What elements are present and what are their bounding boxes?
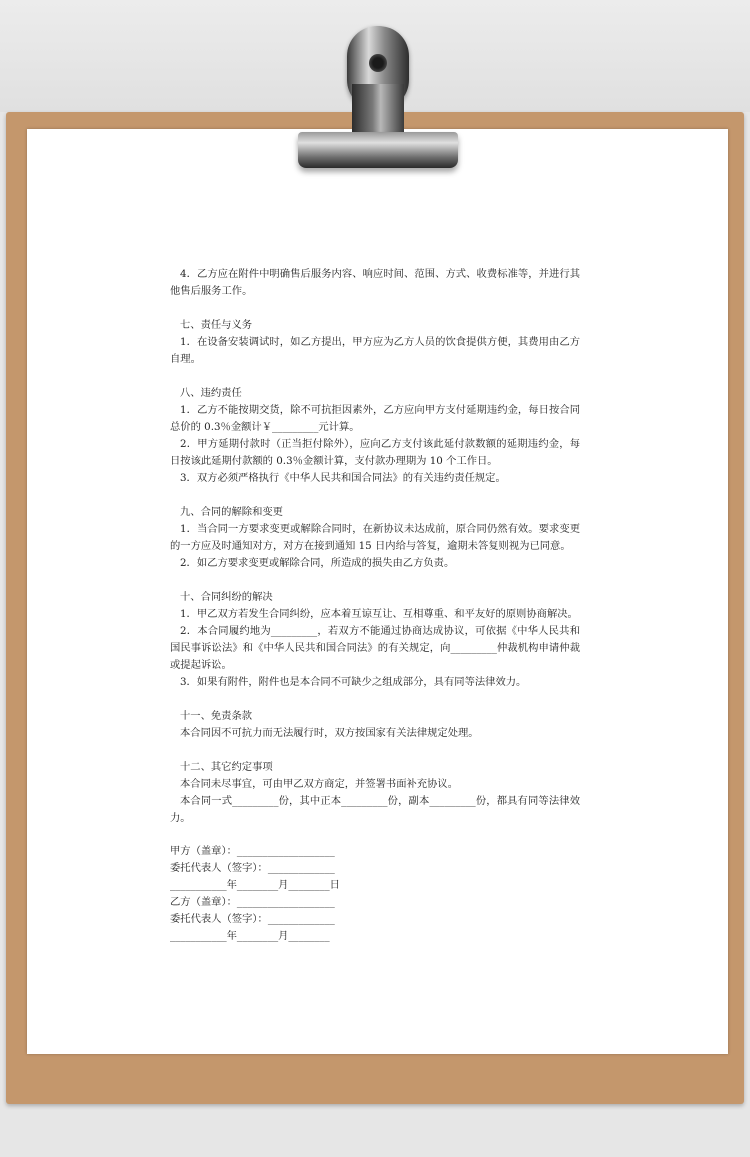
s8-item2: 2．甲方延期付款时（正当拒付除外），应向乙方支付该此延付款数额的延期违约金，每日按该此延期付款额的 0.3％金额计算，支付款办理期为 10 个工作日。 (170, 438, 580, 467)
s12-text2: 本合同一式_________份，其中正本_________份，副本_________份，都具有同等法律效力。 (170, 795, 580, 824)
signature-party-a-rep: 委托代表人（签字）：_____________ (170, 862, 335, 874)
s10-item3: 3．如果有附件，附件也是本合同不可缺少之组成部分，具有同等法律效力。 (180, 676, 527, 688)
section-title-termination: 九、合同的解除和变更 (180, 506, 283, 518)
s10-item1: 1．甲乙双方若发生合同纠纷，应本着互谅互让、互相尊重、和平友好的原则协商解决。 (180, 608, 578, 620)
s12-text1: 本合同未尽事宜，可由甲乙双方商定，并签署书面补充协议。 (180, 778, 459, 790)
section-title-exemption: 十一、免责条款 (180, 710, 253, 722)
clip-plate-icon (298, 132, 458, 168)
section-title-responsibilities: 七、责任与义务 (180, 319, 253, 331)
s7-item1: 1．在设备安装调试时，如乙方提出，甲方应为乙方人员的饮食提供方便，其费用由乙方自理。 (170, 336, 580, 365)
s6-item4: 4．乙方应在附件中明确售后服务内容、响应时间、范围、方式、收费标准等，并进行其他售后服务工作。 (170, 268, 580, 297)
signature-party-a-date: ___________年________月________日 (170, 879, 340, 891)
signature-party-b-date: ___________年________月________ (170, 930, 330, 942)
section-title-disputes: 十、合同纠纷的解决 (180, 591, 273, 603)
section-title-breach: 八、违约责任 (180, 387, 242, 399)
signature-party-b-rep: 委托代表人（签字）：_____________ (170, 913, 335, 925)
s8-item3: 3．双方必须严格执行《中华人民共和国合同法》的有关违约责任规定。 (180, 472, 506, 484)
s10-item2: 2．本合同履约地为_________，若双方不能通过协商达成协议，可依据《中华人民共和国民事诉讼法》和《中华人民共和国合同法》的有关规定，向_________仲裁机构申请仲裁或提起诉讼。 (170, 625, 580, 671)
s9-item1: 1．当合同一方要求变更或解除合同时，在新协议未达成前，原合同仍然有效。要求变更的一方应及时通知对方，对方在接到通知 15 日内给与答复，逾期未答复则视为已同意。 (170, 523, 580, 552)
s11-text: 本合同因不可抗力而无法履行时，双方按国家有关法律规定处理。 (180, 727, 479, 739)
s8-item1: 1．乙方不能按期交货，除不可抗拒因素外，乙方应向甲方支付延期违约金，每日按合同总价的 0.3％金额计￥_________元计算。 (170, 404, 580, 433)
section-title-other: 十二、其它约定事项 (180, 761, 273, 773)
clip-hole (369, 54, 387, 72)
signature-party-b: 乙方（盖章）：___________________ (170, 896, 335, 908)
signature-party-a: 甲方（盖章）：___________________ (170, 845, 335, 857)
contract-text (170, 266, 580, 945)
s9-item2: 2．如乙方要求变更或解除合同，所造成的损失由乙方负责。 (180, 557, 455, 569)
